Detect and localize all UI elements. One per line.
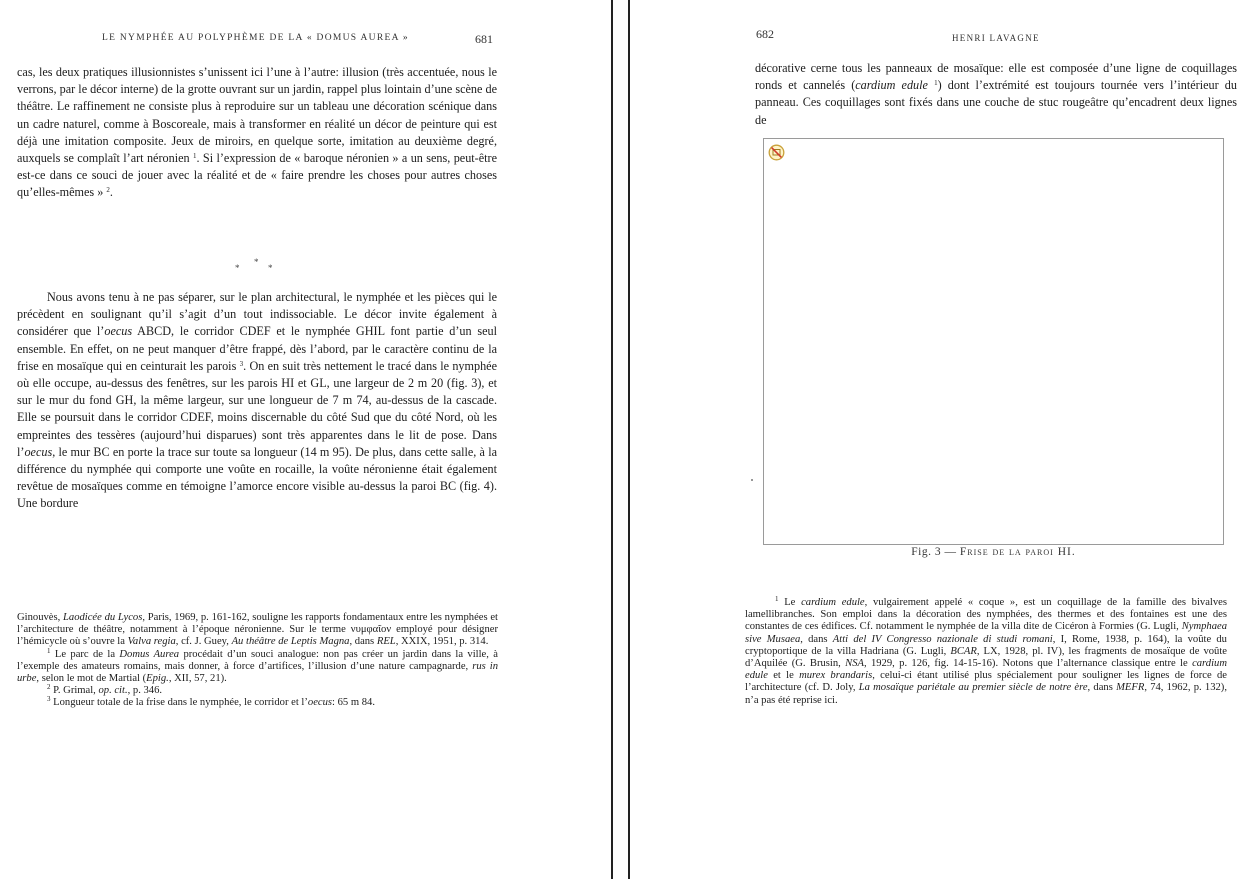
page-divider: [611, 0, 613, 879]
text-run: , dans: [800, 633, 833, 645]
italic-text: Valva regia: [127, 636, 176, 648]
text-run: , LX, 1928, pl. IV), les fragments de mosaïque de voûte d’Aquilée (G. Brusin,: [745, 645, 1227, 670]
text-run: et le: [767, 670, 800, 682]
right-footnotes: [745, 597, 1227, 707]
text-run: , 1929, p. 126, fig. 14-15-16). Notons que l’alternance classique entre le: [863, 658, 1193, 670]
figure-image: [763, 138, 1224, 545]
paragraph-text: [17, 289, 497, 513]
scan-speck: [751, 479, 753, 481]
text-run: , XII, 57, 21).: [168, 673, 227, 685]
asterisk: *: [268, 263, 273, 273]
text-run: , Paris, 1969, p. 161-162, souligne les rapports fondamentaux entre les nymphées et l’architecture de théâtre, notamment à l’époque néronienne. Sur le terme νυμφαῖον employé pour désigner l’hémicycle où s’ouvre la: [17, 612, 499, 648]
text-run: , I, Rome, 1938, p. 164), la voûte du cryptoportique de la villa Hadriana (G. Lugli,: [745, 633, 1227, 657]
text-run: Le: [778, 597, 802, 608]
footnote-1: [745, 597, 1227, 707]
italic-text: Laodicée du Lycos: [63, 612, 143, 623]
paragraph-text: [17, 64, 497, 202]
text-run: procédait d’un souci analogue: non pas créer un jardin dans la ville, à l’exemple des amateurs romains, mais donner, à force d’artifices, l’illusion d’une nature campagnarde,: [17, 648, 498, 672]
text-run: : 65 m 84.: [332, 697, 375, 709]
text-run: . Si l’expression de « baroque néronien » a un sens, peut-être est-ce dans ce souci de jouer avec la réalité et de « faire prendre les choses pour autres choses qu’elles-mêmes »: [17, 151, 497, 200]
footnote-1: [17, 646, 499, 686]
italic-text: rus in urbe: [17, 660, 499, 685]
page-number: 681: [475, 32, 493, 46]
text-run: Longueur totale de la frise dans le nymphée, le corridor et l’: [50, 697, 308, 709]
italic-text: Domus Aurea: [119, 648, 180, 660]
caption-text: Frise de la paroi HI.: [959, 546, 1076, 558]
caption-label: Fig. 3 —: [911, 546, 960, 558]
footnote-ref: 1: [775, 595, 779, 603]
text-run: cas, les deux pratiques illusionnistes s’unissent ici l’une à l’autre: illusion (très accentuée, nous le verrons, par le décor interne) de la grotte ouvrant sur un jardin, rappel plus lointain d’une scène de théâtre. Le raffinement ne consiste plus à reproduire sur un tableau une décoration scénique dans un cadre naturel, comme à Boscoreale, mais à transformer en réalité un décor de peinture qui est déjà une imitation composite. Jeux de miroirs, en quelque sorte, imitation au deuxième degré, auxquels se complaît l’art néronien: [17, 65, 497, 166]
italic-text: BCAR: [950, 645, 977, 657]
text-run: , 74, 1962, p. 132), n’a pas été reprise ici.: [745, 682, 1227, 706]
italic-text: La mosaïque pariétale au premier siècle de notre ère: [858, 682, 1088, 694]
text-run: , XXIX, 1951, p. 314.: [395, 636, 489, 648]
asterisk: *: [254, 257, 259, 267]
italic-text: op. cit.: [98, 685, 128, 697]
figure-caption: [763, 546, 1224, 558]
italic-text: cardium edule: [745, 658, 1227, 682]
body-paragraph-1: [17, 64, 497, 202]
text-run: , le mur BC en porte la trace sur toute sa longueur (14 m 95). De plus, dans cette salle, à la différence du nymphée qui comporte une voûte en rocaille, la voûte néronienne était également revêtue de mosaïques comme en témoigne l’amorce encore visible au-dessus la paroi BC (fig. 4). Une bordure: [17, 444, 497, 511]
text-run: , selon le mot de Martial (: [36, 673, 147, 685]
asterisk: *: [235, 263, 240, 273]
text-run: Ginouvès,: [17, 612, 63, 623]
running-head: HENRI LAVAGNE: [952, 33, 1040, 43]
right-body-paragraph: [755, 60, 1237, 129]
italic-text: REL: [376, 636, 396, 648]
italic-text: oecus: [24, 444, 53, 459]
footnote-ref: 2: [106, 186, 110, 195]
footnotes: [17, 612, 498, 710]
footnote-continuation: [17, 612, 498, 649]
italic-text: Au théâtre de Leptis Magna: [231, 636, 350, 648]
running-head: LE NYMPHÉE AU POLYPHÈME DE LA « DOMUS AUREA »: [102, 33, 409, 43]
text-run: , dans: [349, 636, 377, 648]
text-run: , vulgairement appelé « coque », est un coquillage de la famille des bivalves lamellibranches. Son emploi dans la décoration des nymphées, des thermes et des fontaines est une des constantes de ces édifices. Cf. notamment le nymphée de la villa dite de Cicéron à Formies (G. Lugli,: [745, 597, 1227, 633]
footnote-ref: 1: [934, 79, 938, 88]
italic-text: NSA: [845, 658, 864, 670]
italic-text: murex brandaris: [799, 670, 873, 682]
italic-text: MEFR: [1116, 682, 1145, 694]
italic-text: oecus: [307, 697, 333, 709]
italic-text: cardium edule: [801, 597, 865, 608]
italic-text: oecus: [104, 324, 133, 339]
italic-text: Epig.: [146, 673, 169, 685]
text-run: P. Grimal,: [50, 685, 99, 697]
italic-text: Atti del IV Congresso nazionale di studi romani: [832, 633, 1053, 645]
text-run: ) dont l’extrémité est toujours tournée vers l’intérieur du panneau. Ces coquillages sont fixés dans une couche de stuc rougeâtre qu’encadrent deux lignes de: [755, 78, 1237, 127]
text-run: Nous avons tenu à ne pas séparer, sur le plan architectural, le nymphée et les pièces qui le précèdent en soulignant qu’il s’agit d’un tout indissociable. Le décor invite également à considérer que l’: [17, 290, 497, 339]
text-run: , celui-ci étant utilisé plus spécialement pour souligner les lignes de force de l’architecture (cf. D. Joly,: [745, 670, 1227, 694]
text-run: . On en suit très nettement le tracé dans le nymphée où elle occupe, au-dessus des fenêtres, sur les parois HI et GL, une largeur de 2 m 20 (fig. 3), et sur le mur du fond GH, la même largeur, sur une longueur de 7 m 74, au-dessus de la cascade. Elle se poursuit dans le corridor CDEF, moins discernable du côté Sud que du côté Nord, où les empreintes des tessères (aujourd’hui disparues) sont très apparentes dans le lit de pose. Dans l’: [17, 358, 497, 459]
text-run: , cf. J. Guey,: [175, 636, 232, 648]
footnote-2: [17, 685, 498, 697]
footnote-ref: 3: [239, 359, 244, 368]
text-run: ABCD, le corridor CDEF et le nymphée GHIL font partie d’un seul ensemble. En effet, on ne peut manquer d’être frappé, dès l’abord, par le caractère continu de la frise en mosaïque qui en ceinturait les parois: [17, 324, 497, 373]
footnote-3: [17, 697, 498, 709]
footnote-ref: 3: [47, 695, 51, 704]
broken-image-icon: [768, 144, 785, 161]
text-run: , p. 346.: [127, 685, 163, 697]
footnote-ref: 1: [47, 646, 51, 655]
footnote-ref: 2: [47, 683, 51, 692]
text-run: Le parc de la: [50, 648, 120, 660]
left-page: [0, 0, 612, 879]
body-paragraph-2: [17, 289, 497, 513]
text-run: décorative cerne tous les panneaux de mosaïque: elle est composée d’une ligne de coquillages ronds et cannelés (: [755, 61, 1237, 93]
italic-text: Nymphaea sive Musaea: [745, 621, 1227, 645]
footnote-ref: 1: [192, 152, 197, 161]
italic-text: cardium edule: [855, 78, 928, 93]
text-run: , dans: [1087, 682, 1117, 694]
page-number: 682: [756, 27, 774, 41]
paragraph-text: [755, 60, 1237, 129]
text-run: .: [109, 185, 113, 200]
